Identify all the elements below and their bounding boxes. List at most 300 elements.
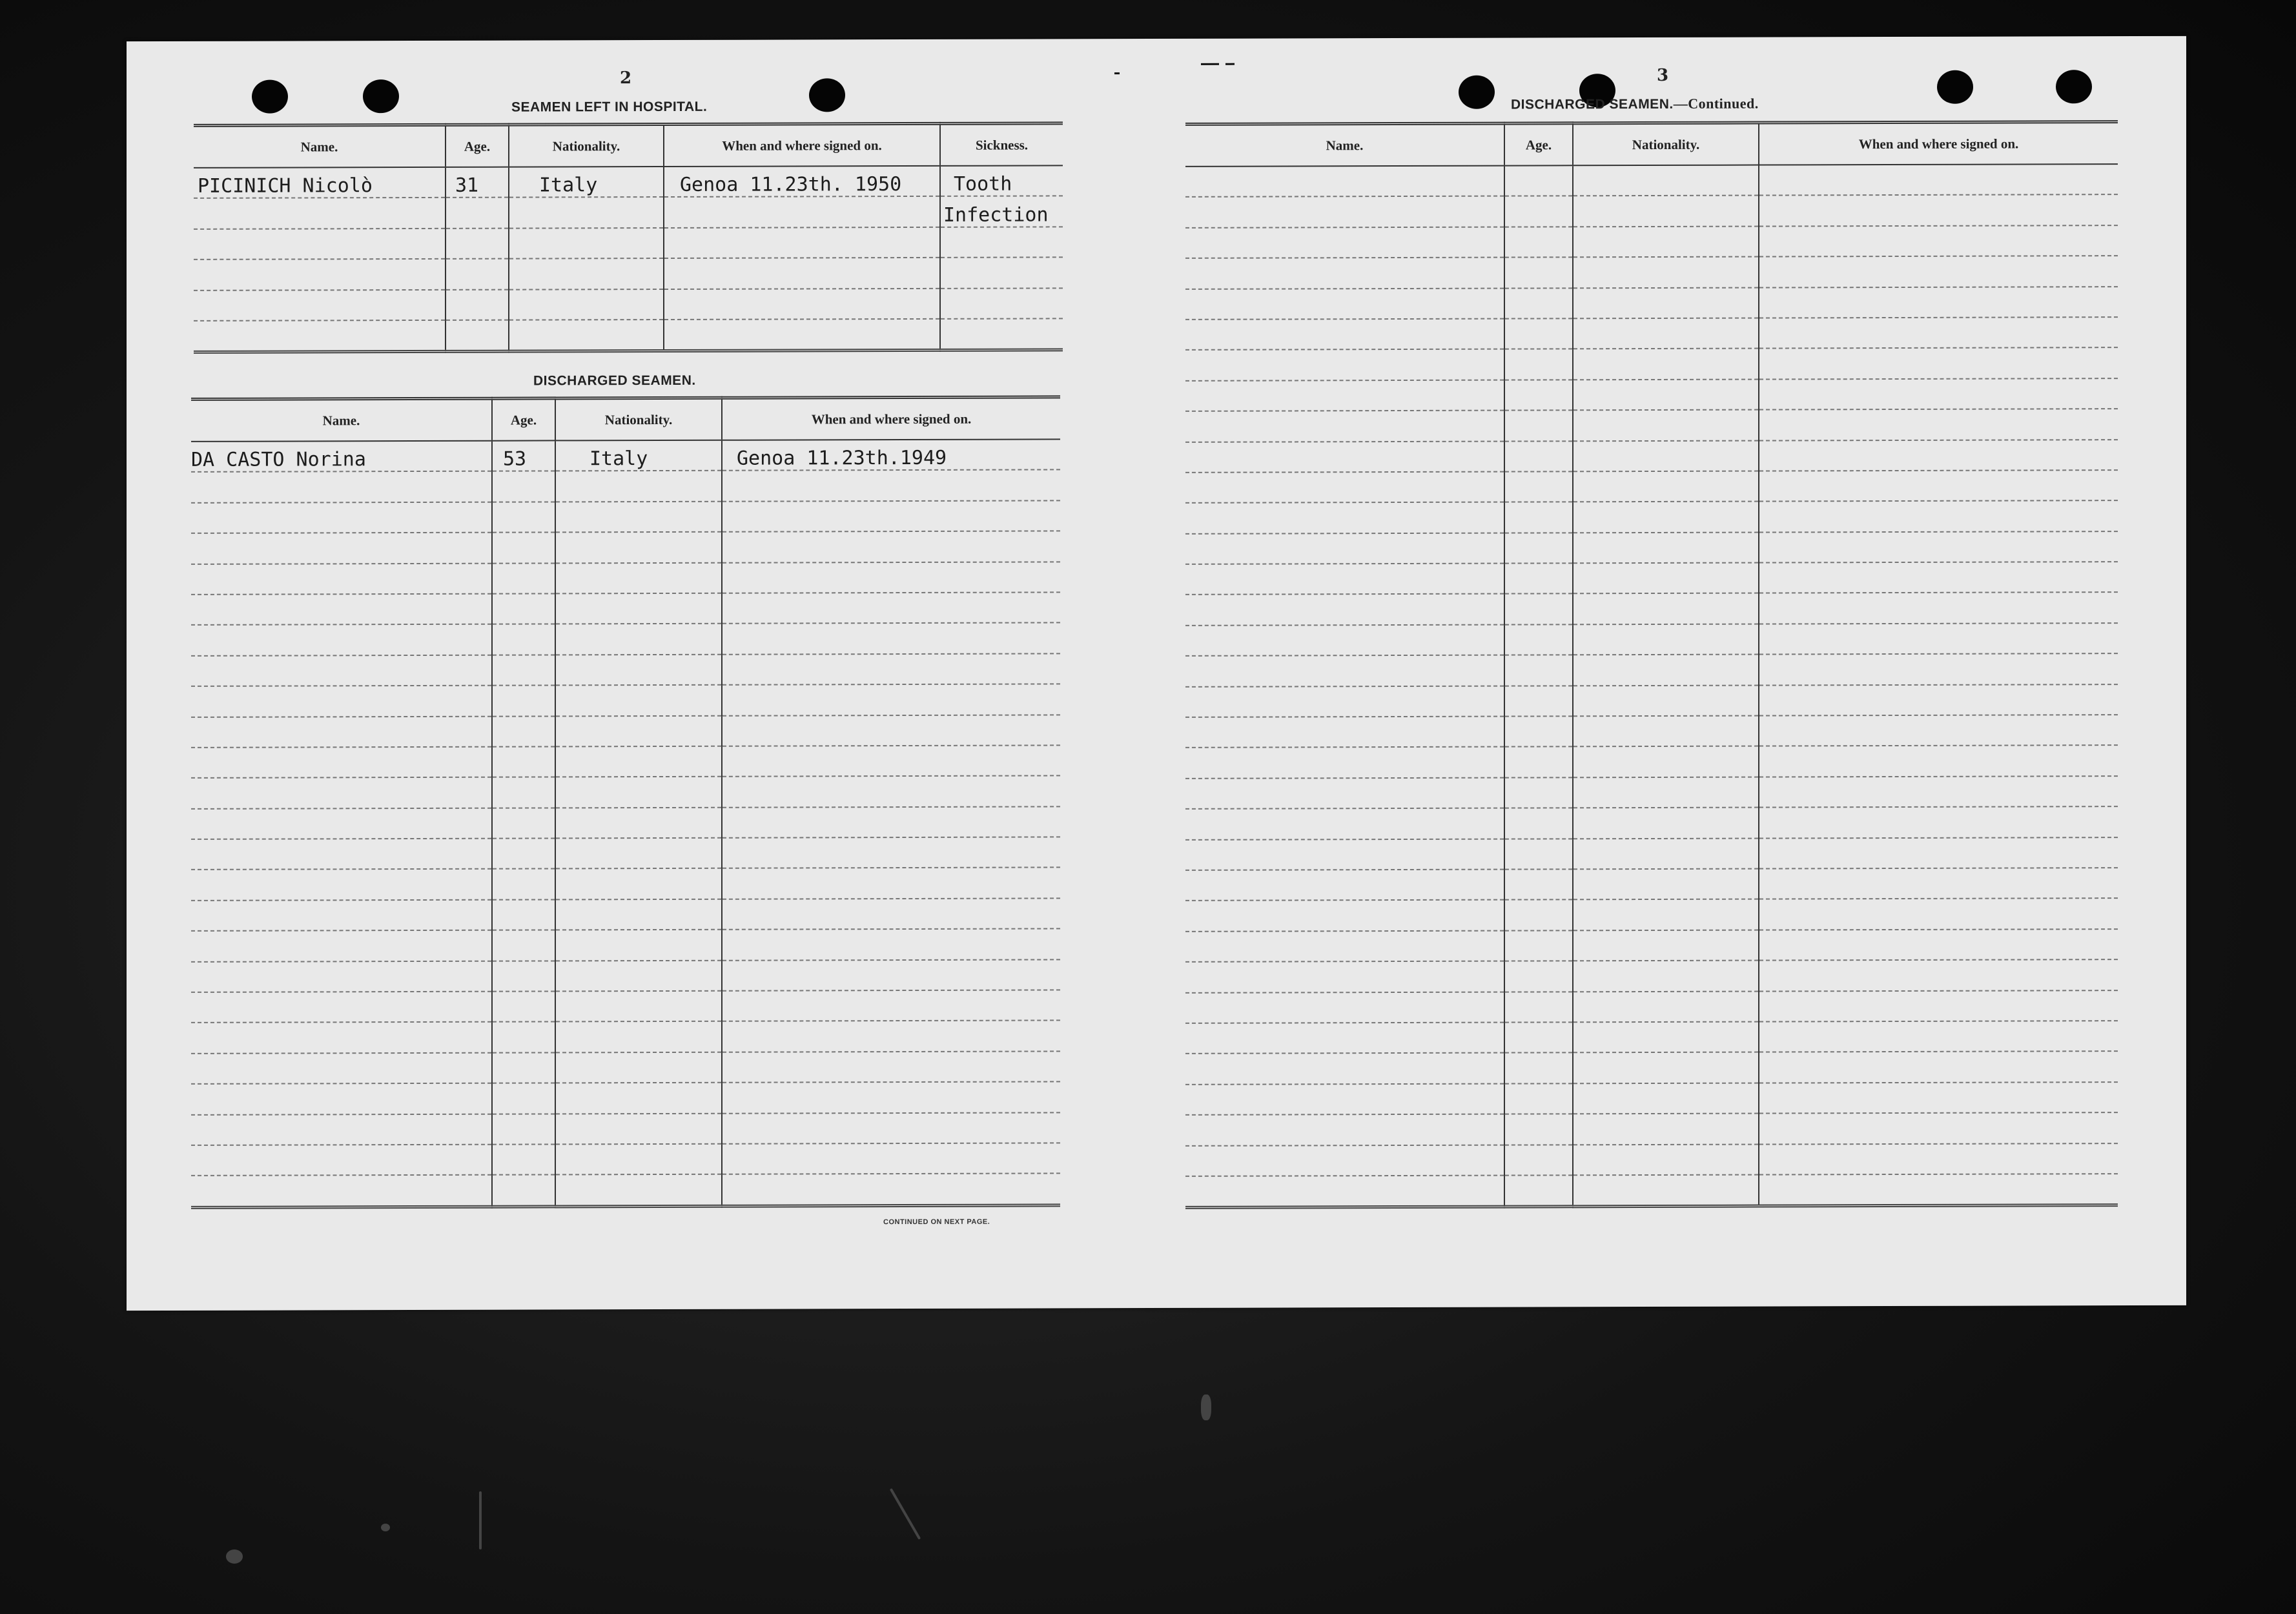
table-row: [1185, 776, 2118, 809]
table-row: [194, 165, 1063, 198]
cell-age: [492, 1144, 555, 1175]
table-row: [1185, 653, 2118, 686]
cell-name: [1185, 288, 1504, 320]
table-row: [1185, 164, 2118, 197]
cell-nationality: [1573, 899, 1759, 930]
cell-age: [492, 593, 555, 624]
table-row: [194, 227, 1063, 260]
dust-speck: [890, 1488, 921, 1540]
cell-signed-on: [722, 470, 1060, 502]
cell-age: [1504, 227, 1573, 258]
cell-nationality: [1573, 165, 1759, 196]
table-row: [194, 318, 1063, 352]
table-row: [191, 1021, 1060, 1054]
cell-nationality: [1573, 961, 1759, 992]
cell-age: 53: [492, 440, 555, 471]
cell-age: [1504, 533, 1573, 564]
col-header-signed-on: When and where signed on.: [1759, 122, 2118, 165]
cell-age: [492, 563, 555, 594]
cell-age: [446, 198, 509, 229]
cell-name: [194, 320, 446, 352]
cell-nationality: [555, 593, 722, 624]
table-row: [1185, 684, 2118, 717]
table-row: [191, 959, 1060, 992]
cell-age: [1504, 471, 1573, 502]
cell-signed-on: [1759, 898, 2118, 930]
table-row: [191, 653, 1060, 686]
col-header-nationality: Nationality.: [509, 124, 664, 167]
cell-name: [1185, 808, 1504, 840]
cell-nationality: [555, 899, 722, 930]
table-row: [191, 715, 1060, 748]
table-row: [191, 837, 1060, 870]
cell-signed-on: [1759, 746, 2118, 777]
table-row: [194, 288, 1063, 321]
cell-name: [1185, 1023, 1504, 1054]
cell-name: [191, 533, 492, 564]
cell-signed-on: [1759, 1082, 2118, 1114]
punch-hole: [809, 78, 845, 112]
cell-nationality: [1573, 196, 1759, 227]
cell-name: [1185, 380, 1504, 411]
cell-signed-on: [1759, 256, 2118, 287]
cell-signed-on: [1759, 959, 2118, 991]
cell-nationality: [555, 562, 722, 593]
cell-age: [1504, 961, 1573, 992]
table-row: [1185, 194, 2118, 227]
cell-name: [1185, 930, 1504, 962]
cell-nationality: Italy: [509, 167, 664, 198]
col-header-age: Age.: [492, 398, 555, 441]
cell-age: [492, 1175, 555, 1207]
cell-age: [1504, 441, 1573, 472]
cell-signed-on: [1759, 1112, 2118, 1144]
cell-signed-on: [664, 319, 940, 351]
cell-nationality: [1573, 502, 1759, 533]
cell-signed-on: [1759, 347, 2118, 379]
cell-name: [1185, 502, 1504, 534]
table-row: [1185, 1021, 2118, 1054]
cell-age: [1504, 1022, 1573, 1053]
cell-signed-on: [1759, 1143, 2118, 1175]
cell-signed-on: Genoa 11.23th.1949: [722, 439, 1060, 471]
punch-hole: [363, 79, 399, 113]
table-row: [1185, 1112, 2118, 1145]
cell-nationality: [555, 532, 722, 563]
table-row: [191, 1174, 1060, 1207]
stray-mark: [1201, 63, 1219, 65]
cell-name: [191, 1175, 492, 1207]
cell-age: [446, 259, 509, 290]
table-row: [1185, 806, 2118, 839]
cell-age: [1504, 594, 1573, 625]
cell-name: [191, 1083, 492, 1115]
cell-name: [1185, 839, 1504, 870]
cell-name: [1185, 961, 1504, 993]
cell-name: [191, 992, 492, 1023]
cell-name: [191, 930, 492, 962]
cell-age: [492, 961, 555, 992]
cell-nationality: [555, 1113, 722, 1144]
table-row: [191, 439, 1060, 472]
cell-age: [1504, 655, 1573, 686]
table-row: [191, 500, 1060, 533]
cell-nationality: [555, 960, 722, 991]
discharged-continued-table: [1185, 120, 2118, 1209]
cell-name: [191, 747, 492, 779]
cell-signed-on: [1759, 164, 2118, 196]
table-row: [1185, 531, 2118, 564]
cell-name: [1185, 533, 1504, 564]
cell-age: [1504, 808, 1573, 839]
cell-sickness: [940, 258, 1063, 289]
table-row: [1185, 256, 2118, 289]
cell-age: [492, 471, 555, 502]
cell-nationality: [1573, 440, 1759, 471]
cell-signed-on: [722, 623, 1060, 655]
table-row: [1185, 562, 2118, 595]
cell-name: [1185, 1114, 1504, 1146]
cell-nationality: [555, 838, 722, 869]
cell-nationality: [555, 502, 722, 533]
discharged-table: [191, 395, 1060, 1209]
cell-nationality: [1573, 685, 1759, 716]
table-row: [1185, 990, 2118, 1023]
cell-name: [191, 624, 492, 656]
cell-signed-on: [722, 562, 1060, 593]
cell-name: [191, 594, 492, 626]
cell-nationality: [555, 1174, 722, 1207]
cell-nationality: [1573, 716, 1759, 747]
col-header-sickness: Sickness.: [940, 123, 1063, 166]
cell-signed-on: [722, 806, 1060, 838]
cell-signed-on: [722, 684, 1060, 716]
cell-nationality: [555, 624, 722, 655]
title-suffix: —Continued.: [1673, 95, 1759, 112]
cell-nationality: [1573, 777, 1759, 808]
cell-signed-on: [722, 1112, 1060, 1144]
table-row: [191, 898, 1060, 931]
cell-name: [194, 289, 446, 320]
cell-nationality: [555, 991, 722, 1022]
table-row: [1185, 225, 2118, 258]
cell-age: [492, 1022, 555, 1053]
cell-signed-on: [722, 715, 1060, 746]
cell-age: [1504, 257, 1573, 288]
cell-name: [194, 198, 446, 229]
cell-nationality: [555, 1144, 722, 1175]
table-row: [191, 684, 1060, 717]
cell-name: DA CASTO Norina: [191, 441, 492, 473]
cell-age: [492, 1114, 555, 1145]
cell-nationality: [1573, 532, 1759, 563]
table-row: [1185, 868, 2118, 901]
cell-nationality: [509, 320, 664, 352]
table-row: [1185, 500, 2118, 533]
page-number: 3: [1657, 65, 1669, 85]
dust-speck: [381, 1524, 390, 1531]
cell-nationality: [1573, 1174, 1759, 1207]
cell-signed-on: [722, 653, 1060, 685]
cell-nationality: [555, 930, 722, 961]
cell-name: [1185, 319, 1504, 351]
cell-nationality: [1573, 1083, 1759, 1114]
cell-nationality: [555, 807, 722, 838]
cell-name: [191, 502, 492, 533]
col-header-name: Name.: [191, 398, 492, 442]
cell-signed-on: [1759, 531, 2118, 563]
table-row: [1185, 378, 2118, 411]
cell-age: [492, 624, 555, 655]
col-header-name: Name.: [1185, 123, 1504, 167]
cell-nationality: [1573, 379, 1759, 410]
cell-signed-on: [1759, 868, 2118, 899]
cell-name: [1185, 258, 1504, 289]
cell-age: [1504, 624, 1573, 655]
cell-name: [191, 686, 492, 717]
cell-age: [1504, 992, 1573, 1023]
table-row: [1185, 409, 2118, 442]
cell-nationality: [1573, 563, 1759, 594]
punch-hole: [1937, 70, 1973, 104]
cell-name: [1185, 227, 1504, 258]
cell-signed-on: [722, 1174, 1060, 1206]
cell-age: [1504, 930, 1573, 961]
cell-age: 31: [446, 167, 509, 198]
cell-nationality: [1573, 869, 1759, 900]
cell-name: [191, 1022, 492, 1054]
cell-nationality: [1573, 746, 1759, 777]
cell-signed-on: [1759, 1051, 2118, 1083]
table-row: [1185, 1082, 2118, 1115]
cell-signed-on: Genoa 11.23th. 1950: [664, 166, 940, 198]
title-text: DISCHARGED SEAMEN.: [1511, 96, 1674, 112]
stray-mark: [1225, 63, 1235, 65]
cell-signed-on: [1759, 837, 2118, 869]
dust-speck: [1201, 1394, 1211, 1420]
cell-name: [191, 655, 492, 686]
cell-name: [194, 229, 446, 260]
cell-nationality: [1573, 1144, 1759, 1175]
cell-name: [1185, 717, 1504, 748]
table-row: [1185, 929, 2118, 962]
section-title-discharged-continued: [1511, 96, 1759, 113]
table-row: [1185, 898, 2118, 931]
cell-age: [492, 930, 555, 961]
cell-age: [1504, 839, 1573, 870]
cell-signed-on: [1759, 684, 2118, 716]
cell-nationality: [1573, 318, 1759, 349]
cell-age: [446, 289, 509, 320]
cell-age: [1504, 1083, 1573, 1114]
cell-name: [1185, 564, 1504, 595]
cell-sickness: [940, 288, 1063, 319]
table-row: [1185, 317, 2118, 350]
cell-age: [492, 655, 555, 686]
cell-signed-on: [1759, 500, 2118, 532]
cell-signed-on: [722, 1082, 1060, 1114]
cell-nationality: [1573, 593, 1759, 624]
cell-age: [1504, 196, 1573, 227]
col-header-name: Name.: [194, 125, 446, 168]
cell-signed-on: [1759, 470, 2118, 502]
table-row: [191, 745, 1060, 778]
cell-nationality: [1573, 655, 1759, 686]
cell-name: PICINICH Nicolò: [194, 167, 446, 198]
cell-signed-on: [1759, 1021, 2118, 1052]
table-row: [1185, 1051, 2118, 1084]
cell-signed-on: [664, 227, 940, 259]
cell-signed-on: [1759, 194, 2118, 226]
cell-age: [1504, 1114, 1573, 1145]
cell-age: [492, 533, 555, 564]
cell-nationality: [1573, 410, 1759, 441]
cell-signed-on: [722, 531, 1060, 563]
cell-nationality: [555, 1083, 722, 1114]
cell-nationality: [555, 471, 722, 502]
table-row: [1185, 959, 2118, 992]
table-row: [1185, 1143, 2118, 1176]
cell-nationality: [1573, 1114, 1759, 1145]
cell-nationality: [555, 746, 722, 777]
table-row: [1185, 1174, 2118, 1208]
table-row: [191, 806, 1060, 839]
cell-name: [194, 259, 446, 290]
cell-name: [1185, 196, 1504, 228]
punch-hole: [1459, 76, 1495, 109]
cell-signed-on: [1759, 1174, 2118, 1206]
cell-name: [1185, 594, 1504, 626]
table-row: [1185, 746, 2118, 779]
col-header-nationality: Nationality.: [1573, 123, 1759, 165]
cell-age: [1504, 349, 1573, 380]
cell-age: [492, 869, 555, 900]
continued-note: CONTINUED ON NEXT PAGE.: [883, 1218, 990, 1227]
table-row: [191, 868, 1060, 901]
cell-signed-on: [1759, 287, 2118, 318]
cell-name: [1185, 166, 1504, 198]
cell-sickness: [940, 318, 1063, 350]
table-row: [191, 776, 1060, 809]
cell-name: [1185, 655, 1504, 687]
cell-signed-on: [1759, 562, 2118, 593]
cell-age: [492, 808, 555, 839]
cell-age: [492, 991, 555, 1022]
cell-nationality: [1573, 991, 1759, 1022]
cell-nationality: [555, 777, 722, 808]
cell-age: [1504, 288, 1573, 319]
cell-age: [446, 320, 509, 352]
cell-name: [191, 961, 492, 992]
cell-nationality: [555, 715, 722, 746]
dust-speck: [479, 1491, 482, 1549]
stray-mark: [1114, 72, 1120, 74]
cell-age: [492, 746, 555, 777]
cell-signed-on: [722, 745, 1060, 777]
cell-signed-on: [722, 898, 1060, 930]
cell-name: [1185, 1053, 1504, 1085]
cell-sickness: Infection: [940, 196, 1063, 227]
cell-age: [1504, 563, 1573, 594]
col-header-nationality: Nationality.: [555, 398, 722, 440]
cell-sickness: [940, 227, 1063, 258]
cell-name: [1185, 686, 1504, 717]
table-row: [191, 990, 1060, 1023]
cell-signed-on: [722, 990, 1060, 1021]
col-header-age: Age.: [446, 125, 509, 167]
cell-age: [1504, 1145, 1573, 1176]
cell-name: [191, 1114, 492, 1145]
left-page: [127, 39, 1069, 1227]
cell-nationality: [555, 685, 722, 716]
cell-signed-on: [664, 196, 940, 228]
cell-signed-on: [722, 837, 1060, 868]
cell-signed-on: [1759, 990, 2118, 1022]
cell-age: [1504, 686, 1573, 717]
cell-nationality: [1573, 1021, 1759, 1052]
cell-nationality: [1573, 257, 1759, 288]
section-title-hospital: SEAMEN LEFT IN HOSPITAL.: [511, 99, 708, 115]
cell-name: [1185, 747, 1504, 779]
table-row: [194, 258, 1063, 291]
cell-age: [1504, 869, 1573, 900]
cell-signed-on: [722, 959, 1060, 991]
cell-signed-on: [664, 288, 940, 320]
cell-age: [1504, 502, 1573, 533]
cell-nationality: [1573, 838, 1759, 869]
cell-signed-on: [722, 929, 1060, 961]
cell-signed-on: [1759, 317, 2118, 349]
cell-name: [1185, 624, 1504, 656]
table-row: [191, 1051, 1060, 1084]
cell-signed-on: [1759, 806, 2118, 838]
cell-nationality: [1573, 624, 1759, 655]
cell-age: [1504, 716, 1573, 747]
cell-age: [492, 777, 555, 808]
hospital-table: [194, 121, 1063, 354]
table-header: [191, 397, 1060, 442]
cell-signed-on: [1759, 378, 2118, 410]
cell-name: [191, 716, 492, 748]
cell-age: [1504, 410, 1573, 441]
punch-hole: [2056, 70, 2092, 103]
cell-nationality: [555, 1021, 722, 1052]
cell-name: [1185, 777, 1504, 809]
cell-name: [191, 471, 492, 503]
cell-name: [191, 839, 492, 870]
cell-name: [191, 808, 492, 839]
table-row: [1185, 347, 2118, 380]
cell-nationality: [555, 868, 722, 899]
cell-age: [1504, 318, 1573, 349]
page-number: 2: [620, 68, 632, 88]
cell-signed-on: [1759, 929, 2118, 961]
cell-signed-on: [1759, 653, 2118, 685]
table-row: [191, 592, 1060, 625]
cell-nationality: [509, 228, 664, 259]
col-header-signed-on: When and where signed on.: [722, 397, 1060, 440]
table-row: [191, 1143, 1060, 1176]
cell-age: [492, 502, 555, 533]
cell-age: [492, 839, 555, 870]
cell-age: [1504, 777, 1573, 808]
cell-age: [492, 686, 555, 717]
table-row: [1185, 287, 2118, 320]
table-row: [191, 470, 1060, 503]
cell-name: [191, 563, 492, 595]
cell-nationality: [1573, 808, 1759, 839]
cell-nationality: Italy: [555, 440, 722, 471]
